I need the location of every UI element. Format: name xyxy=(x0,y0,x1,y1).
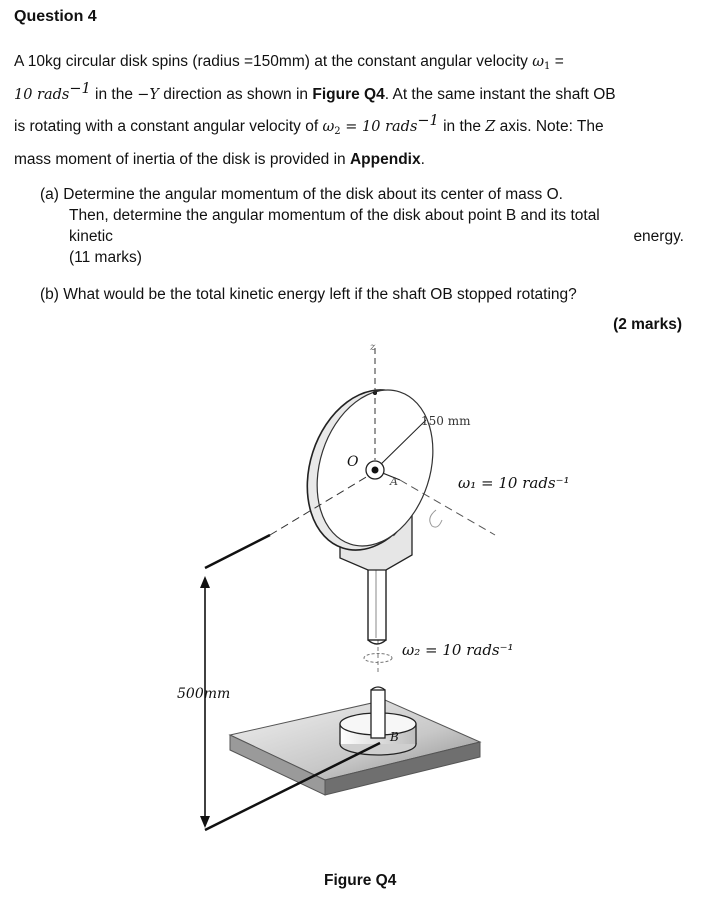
part-a-line-2: Then, determine the angular momentum of the disk about point B and its total xyxy=(69,207,600,224)
label-point-b: B xyxy=(390,730,399,744)
label-point-o: O xyxy=(347,454,359,470)
figure-caption: Figure Q4 xyxy=(324,872,397,889)
part-a-line-1: (a) Determine the angular momentum of the disk about its center of mass O. xyxy=(40,186,563,203)
lower-shaft xyxy=(371,687,385,738)
label-radius: 150 mm xyxy=(421,414,471,428)
part-a-marks: (11 marks) xyxy=(69,249,142,266)
upper-shaft xyxy=(368,560,386,644)
question-title: Question 4 xyxy=(14,8,97,25)
part-a xyxy=(40,184,684,268)
part-b-text: (b) What would be the total kinetic energy left if the shaft OB stopped rotating? xyxy=(40,286,577,303)
paragraph-line-2: 10 rads$^{-1}$ in the −Y direction as shown in Figure Q4. At the same instant the shaft OB xyxy=(14,80,616,103)
paragraph-line-4: mass moment of inertia of the disk is provided in Appendix. xyxy=(14,150,425,168)
paragraph-line-3: is rotating with a constant angular velocity of $\omega_2 = 10$ rads$^{-1}$ in the Z axis. Note: The xyxy=(14,113,604,137)
point-o-dot xyxy=(372,467,379,474)
label-axis-z: z xyxy=(370,342,376,353)
omega2-rotation-arrow xyxy=(364,640,392,674)
label-omega1: ω₁ = 10 rads⁻¹ xyxy=(458,474,570,492)
appendix-reference: Appendix xyxy=(349,150,421,168)
label-point-a: A xyxy=(390,475,398,488)
question-paragraph xyxy=(14,46,704,175)
label-500mm: 500mm xyxy=(177,686,231,702)
paragraph-line-1: A 10kg circular disk spins (radius =150mm) at the constant angular velocity $\omega_1$ = xyxy=(14,53,564,72)
part-a-line-3: kinetic energy. xyxy=(69,228,684,245)
circular-disk xyxy=(287,374,452,566)
figure-reference: Figure Q4 xyxy=(312,85,385,103)
figure-q4-diagram xyxy=(150,340,570,860)
label-omega2: ω₂ = 10 rads⁻¹ xyxy=(402,641,514,659)
part-b-marks: (2 marks) xyxy=(613,316,682,333)
